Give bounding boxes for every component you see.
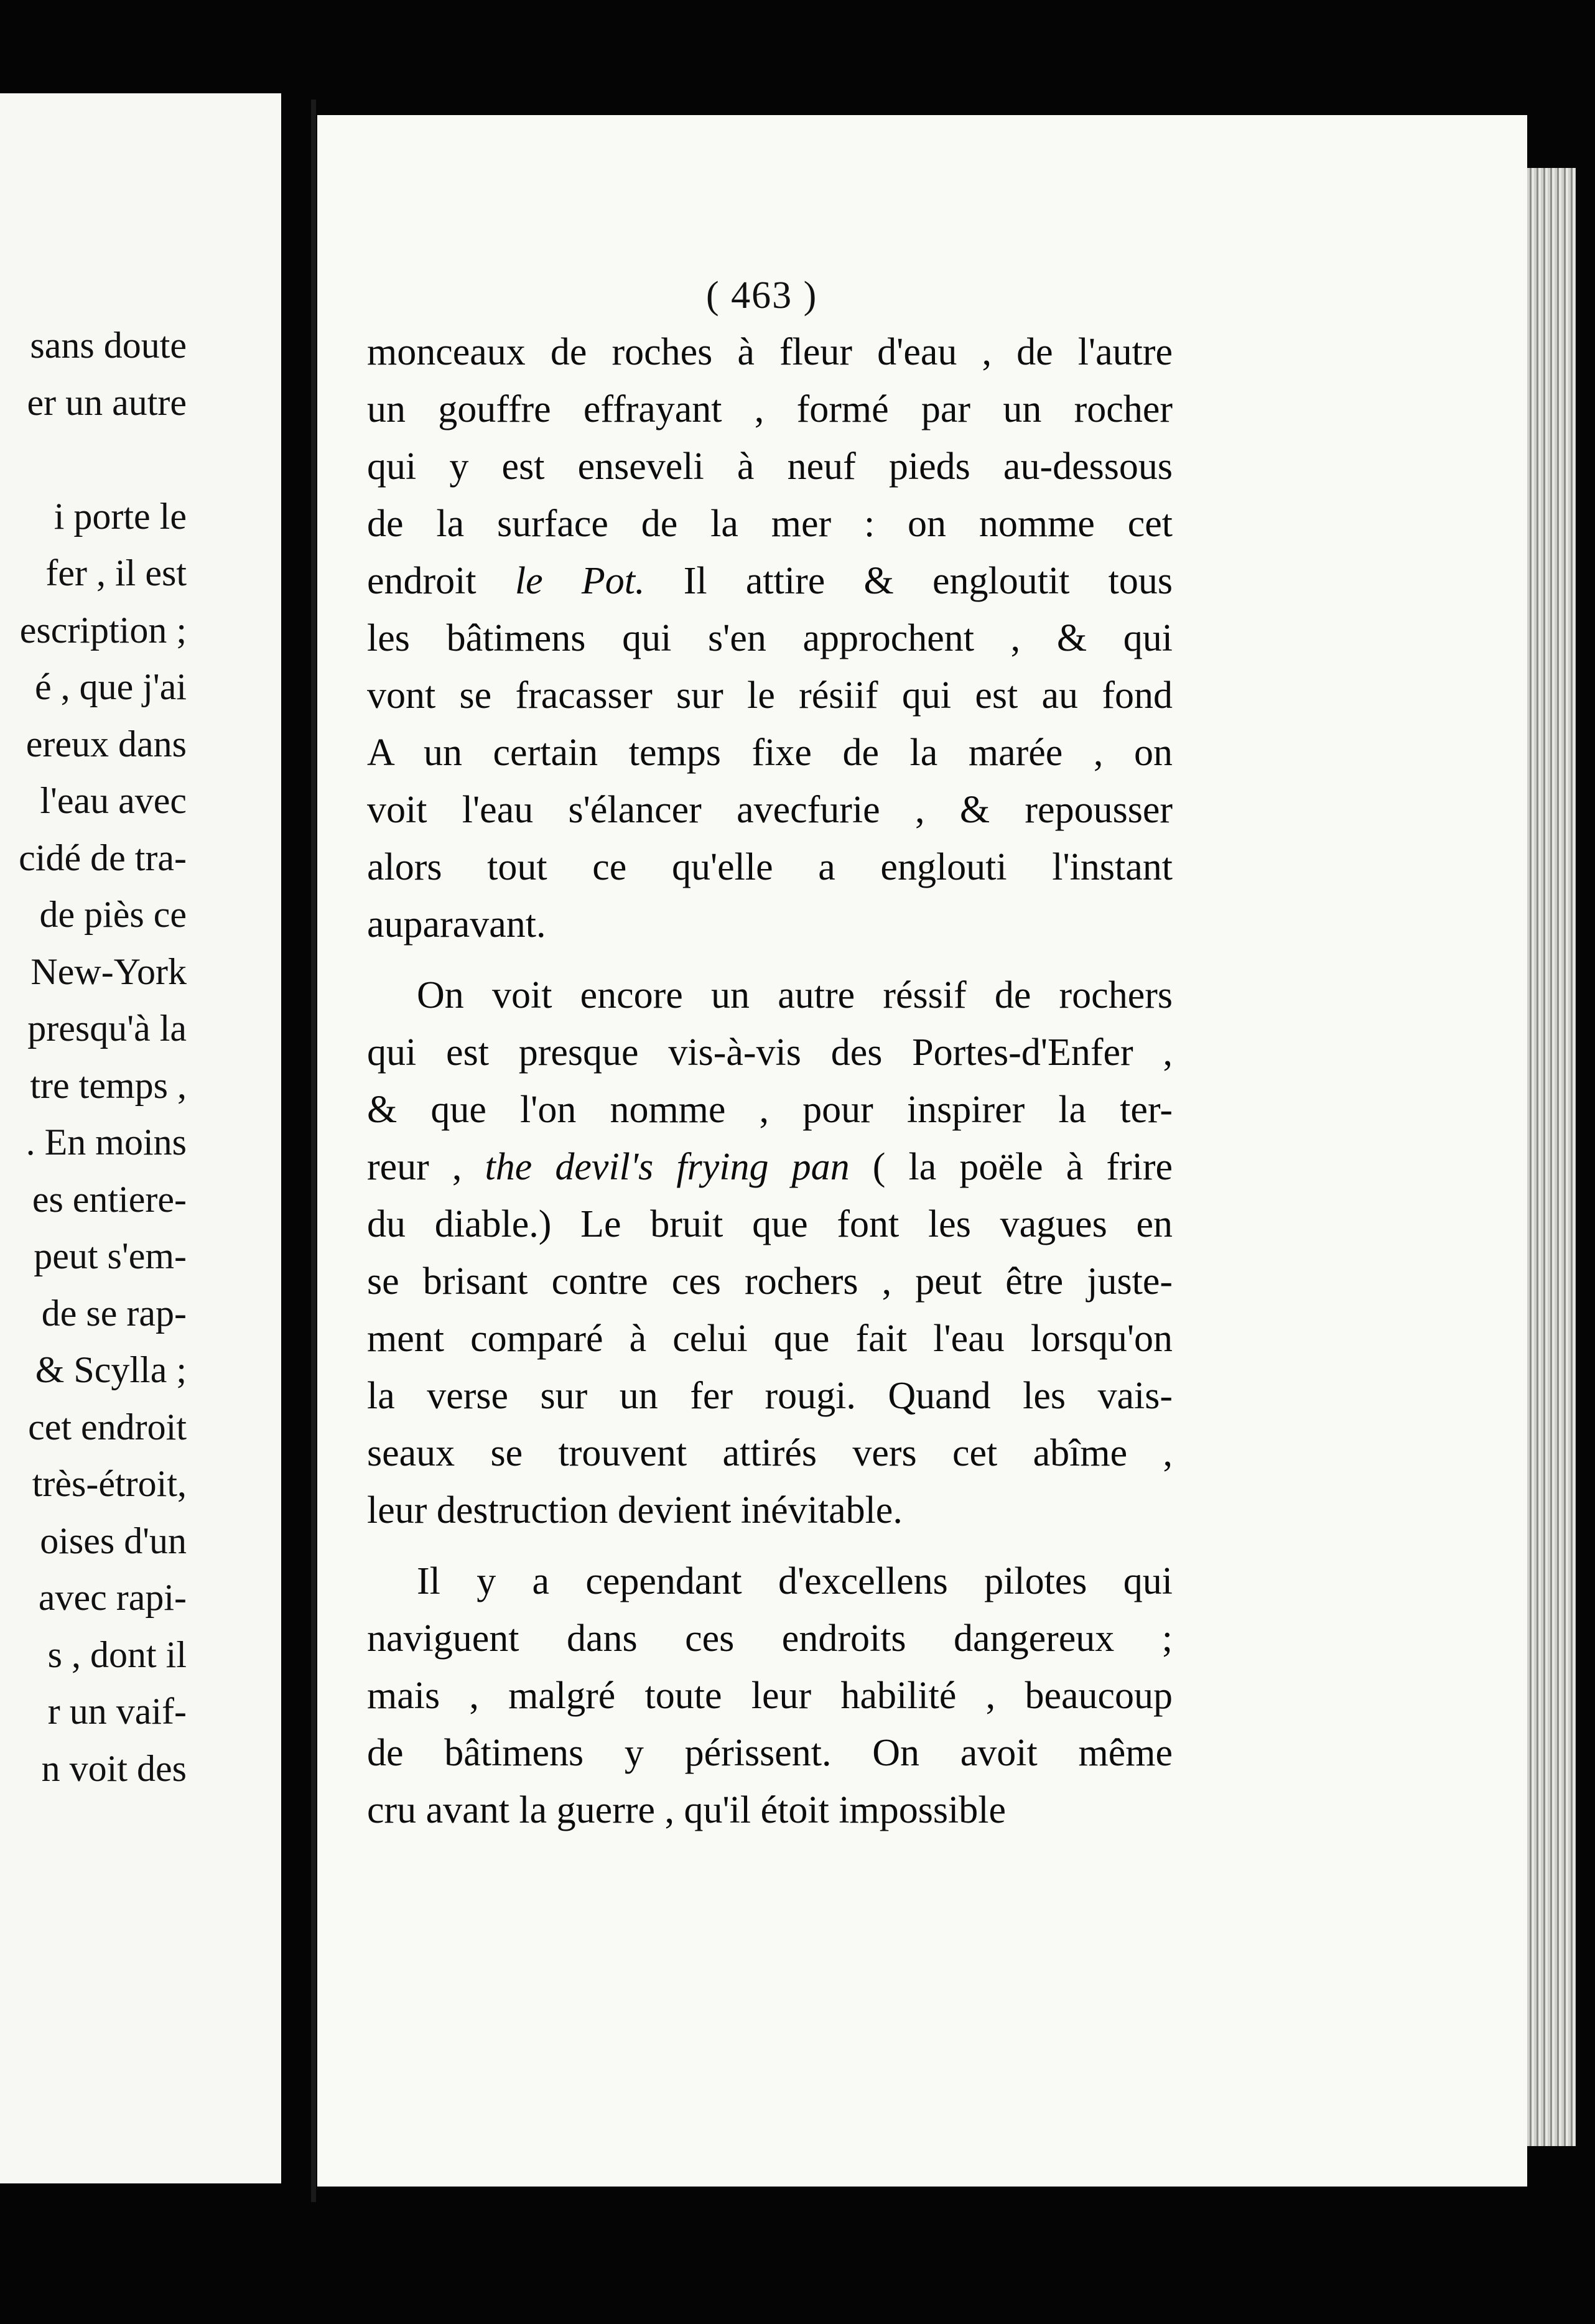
text-line <box>367 1024 1173 1081</box>
paragraph-gap <box>367 1539 1173 1553</box>
text-line <box>367 839 1173 896</box>
text-segment: de la surface de la mer : on nomme cet <box>367 503 1173 545</box>
left-text-line: peut s'em- <box>34 1235 187 1276</box>
text-segment: monceaux de roches à fleur d'eau , de l'autre <box>367 331 1173 373</box>
text-segment: ment comparé à celui que fait l'eau lorsqu'on <box>367 1318 1173 1360</box>
text-line <box>367 1782 1173 1839</box>
text-line <box>367 1553 1173 1610</box>
left-text-line: & Scylla ; <box>35 1349 187 1390</box>
left-text-line: cidé de tra- <box>19 837 187 878</box>
text-segment: reur , <box>367 1146 485 1188</box>
page-text <box>367 323 1173 1839</box>
text-segment: Il attire & engloutit tous <box>644 560 1173 602</box>
left-text-line: avec rapi- <box>38 1577 187 1618</box>
text-line <box>367 610 1173 667</box>
text-line <box>367 323 1173 381</box>
left-text-line: sans doute <box>30 325 187 366</box>
left-text-line: es entiere- <box>32 1178 187 1220</box>
text-segment: vont se fracasser sur le résiif qui est au fond <box>367 674 1173 717</box>
text-line <box>367 667 1173 724</box>
text-line <box>367 1724 1173 1782</box>
text-line <box>367 438 1173 495</box>
text-segment: auparavant. <box>367 903 546 946</box>
left-text-line <box>0 431 187 488</box>
text-segment: & que l'on nomme , pour inspirer la ter- <box>367 1089 1173 1131</box>
text-segment: se brisant contre ces rochers , peut être juste- <box>367 1260 1173 1303</box>
italic-text: le Pot. <box>514 560 645 602</box>
text-segment: naviguent dans ces endroits dangereux ; <box>367 1617 1173 1660</box>
left-text-line: s , dont il <box>47 1634 187 1675</box>
left-text-line: n voit des <box>41 1747 187 1789</box>
left-text-line: r un vaif- <box>47 1691 187 1732</box>
left-text-line: . En moins <box>26 1122 187 1163</box>
text-line <box>367 1310 1173 1367</box>
left-text-line: l'eau avec <box>40 780 187 821</box>
text-line <box>367 724 1173 781</box>
paragraph-gap <box>367 953 1173 967</box>
page-edges <box>1527 168 1576 2146</box>
text-segment: endroit <box>367 560 515 602</box>
text-segment: les bâtimens qui s'en approchent , & qui <box>367 617 1173 659</box>
text-line <box>367 1253 1173 1310</box>
left-text-line: de se rap- <box>41 1292 187 1334</box>
text-line <box>367 1482 1173 1539</box>
left-text-line: cet endroit <box>28 1406 187 1448</box>
text-segment: On voit encore un autre réssif de rochers <box>417 974 1173 1016</box>
text-line <box>367 1610 1173 1667</box>
text-line <box>367 896 1173 953</box>
text-line <box>367 1138 1173 1196</box>
left-text-line: é , que j'ai <box>34 666 187 707</box>
text-line <box>367 1367 1173 1425</box>
text-segment: Il y a cependant d'excellens pilotes qui <box>417 1560 1173 1602</box>
text-segment: ( la poële à frire <box>849 1146 1173 1188</box>
text-segment: qui y est enseveli à neuf pieds au-dessous <box>367 445 1173 488</box>
left-text-line: presqu'à la <box>27 1008 187 1049</box>
text-line <box>367 1081 1173 1138</box>
text-line <box>367 495 1173 552</box>
italic-text: the devil's frying pan <box>485 1146 850 1188</box>
left-text-line: ereux dans <box>26 723 187 765</box>
book-gutter <box>311 100 316 2202</box>
text-segment: mais , malgré toute leur habilité , beaucoup <box>367 1675 1173 1717</box>
left-text-line: escription ; <box>19 609 187 651</box>
text-line <box>367 967 1173 1024</box>
text-line <box>367 1425 1173 1482</box>
left-text-line: de piès ce <box>39 894 187 935</box>
text-segment: du diable.) Le bruit que font les vagues en <box>367 1203 1173 1245</box>
text-segment: leur destruction devient inévitable. <box>367 1489 903 1532</box>
left-text-line: très-étroit, <box>32 1463 187 1504</box>
text-segment: alors tout ce qu'elle a englouti l'instant <box>367 846 1173 888</box>
left-text-line: tre temps , <box>30 1064 187 1106</box>
text-segment: de bâtimens y périssent. On avoit même <box>367 1732 1173 1774</box>
left-text-line: oises d'un <box>40 1520 187 1561</box>
left-text-line: er un autre <box>27 381 187 423</box>
text-line <box>367 381 1173 438</box>
text-segment: cru avant la guerre , qu'il étoit impossible <box>367 1789 1006 1831</box>
text-line <box>367 1667 1173 1724</box>
text-segment: seaux se trouvent attirés vers cet abîme , <box>367 1432 1173 1474</box>
text-segment: qui est presque vis-à-vis des Portes-d'Enfer , <box>367 1031 1173 1074</box>
left-page-text <box>0 317 187 1797</box>
left-page <box>0 93 281 2183</box>
left-text-line: fer , il est <box>45 552 187 593</box>
text-segment: la verse sur un fer rougi. Quand les vais- <box>367 1375 1173 1417</box>
text-segment: un gouffre effrayant , formé par un rocher <box>367 388 1173 430</box>
text-line <box>367 1196 1173 1253</box>
text-segment: A un certain temps fixe de la marée , on <box>367 732 1173 774</box>
text-line <box>367 781 1173 839</box>
page-number: ( 463 ) <box>706 274 818 317</box>
left-text-line: i porte le <box>53 495 187 537</box>
text-segment: voit l'eau s'élancer avecfurie , & repousser <box>367 789 1173 831</box>
left-text-line: New-York <box>30 951 187 992</box>
text-line <box>367 552 1173 610</box>
